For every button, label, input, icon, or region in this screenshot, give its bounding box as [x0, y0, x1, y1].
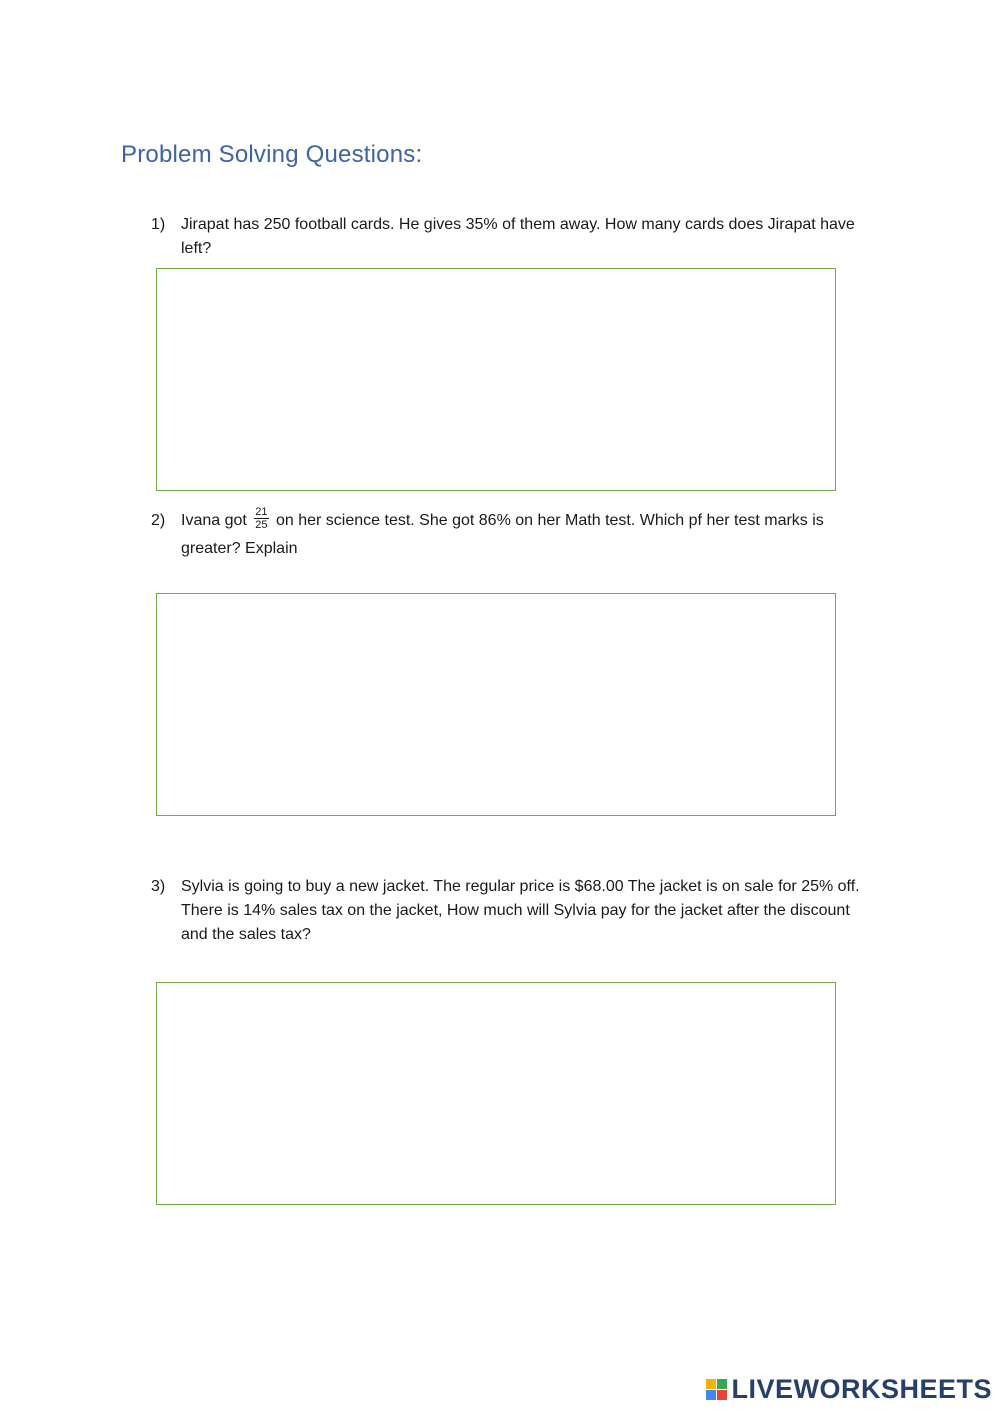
question-number: 3) — [151, 878, 166, 895]
question-text-after: on her science test. She got 86% on her Math test. Which pf her test marks is greater? Explain — [181, 512, 824, 557]
logo-text: LIVEWORKSHEETS — [731, 1374, 992, 1404]
question-3 — [151, 875, 871, 947]
question-text — [181, 507, 871, 563]
logo-mark-icon — [706, 1379, 727, 1400]
answer-box-2[interactable] — [156, 593, 836, 816]
question-2 — [151, 507, 871, 563]
answer-box-1[interactable] — [156, 268, 836, 491]
answer-box-3[interactable] — [156, 982, 836, 1205]
question-number: 2) — [151, 512, 166, 529]
liveworksheets-logo — [706, 1374, 992, 1405]
question-text-before: Ivana got — [181, 512, 247, 529]
question-text: Sylvia is going to buy a new jacket. The regular price is $68.00 The jacket is on sale for 25% off. There is 14% sales tax on the jacket, How much will Sylvia pay for the jacket after the discount and the sales tax? — [181, 878, 860, 943]
question-text: Jirapat has 250 football cards. He gives 35% of them away. How many cards does Jirapat have left? — [181, 216, 855, 257]
fraction-denominator: 25 — [255, 519, 268, 532]
fraction — [254, 506, 268, 531]
fraction-numerator: 21 — [255, 506, 268, 519]
page-title: Problem Solving Questions: — [121, 141, 423, 168]
question-number: 1) — [151, 216, 166, 233]
question-1 — [151, 213, 871, 261]
